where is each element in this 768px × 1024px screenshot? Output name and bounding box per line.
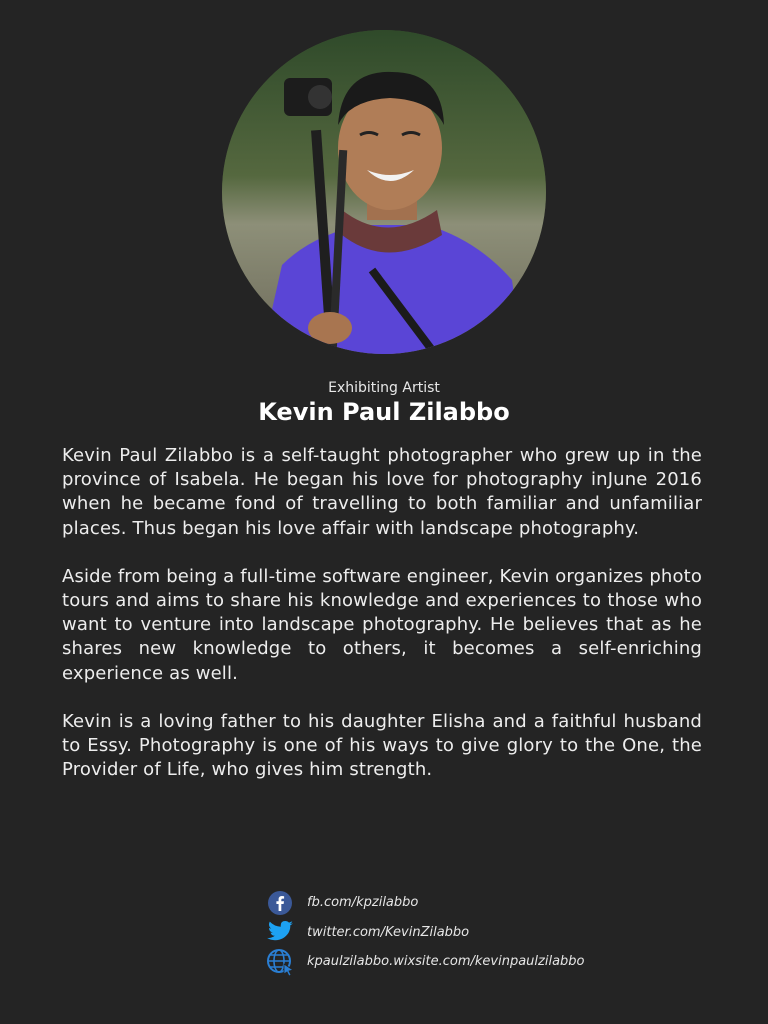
- twitter-icon: [265, 919, 295, 945]
- facebook-link[interactable]: fb.com/kpzilabbo: [307, 895, 419, 911]
- globe-icon: [265, 949, 295, 975]
- portrait-image: [222, 30, 546, 354]
- bio-paragraph-3: Kevin is a loving father to his daughter Elisha and a faithful husband to Essy. Photography is one of his ways to give glory to the One, the Provider of Life, who gives him strength.: [62, 710, 702, 781]
- facebook-icon: [265, 890, 295, 916]
- social-facebook[interactable]: [265, 888, 585, 918]
- social-website[interactable]: [265, 947, 585, 977]
- social-twitter[interactable]: [265, 918, 585, 948]
- bio-paragraph-2: Aside from being a full-time software engineer, Kevin organizes photo tours and aims to share his knowledge and experiences to those who want to venture into landscape photography. He believes that as he shares new knowledge to others, it becomes a self-enriching experience as well.: [62, 565, 702, 684]
- bio-paragraph-1: Kevin Paul Zilabbo is a self-taught photographer who grew up in the province of Isabela. He began his love for photography inJune 2016 when he became fond of travelling to both familiar and unfamiliar places. Thus began his love affair with landscape photography.: [62, 445, 702, 539]
- bio: [62, 444, 702, 806]
- artist-name: Kevin Paul Zilabbo: [258, 398, 510, 426]
- subtitle: Exhibiting Artist: [328, 380, 440, 396]
- twitter-link[interactable]: twitter.com/KevinZilabbo: [307, 924, 470, 940]
- social-links: [265, 888, 585, 977]
- website-link[interactable]: kpaulzilabbo.wixsite.com/kevinpaulzilabbo: [307, 954, 585, 970]
- artist-portrait: [222, 30, 546, 354]
